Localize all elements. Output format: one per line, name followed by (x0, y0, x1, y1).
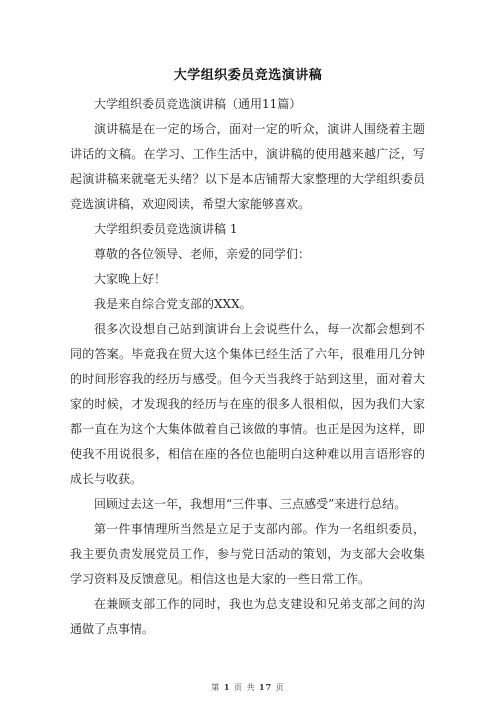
paragraph-body: 很多次设想自己站到演讲台上会说些什么，每一次都会想到不同的答案。毕竟我在贸大这个集体已经生活了六年，很难用几分钟的时间形容我的经历与感受。但今天当我终于站到这里，面对着大家的时候，才发现我的经历与在座的很多人很相似，因为我们大家都一直在为这个大集体做着自己该做的事情。也正是因为这样，即使我不用说很多，相信在座的各位也能明白这种难以用言语形容的成长与收获。 (70, 322, 425, 486)
page-footer (0, 682, 496, 693)
paragraph-self-intro: 我是来自综合党支部的XXX。 (94, 297, 252, 311)
footer-total-pages: 17 (259, 682, 273, 692)
footer-middle: 页 共 (233, 683, 256, 692)
document-body (70, 92, 425, 642)
footer-prefix: 第 (211, 683, 221, 692)
paragraph-intro: 演讲稿是在一定的场合，面对一定的听众，演讲人围绕着主题讲话的文稿。在学习、工作生活中，演讲稿的使用越来越广泛，写起演讲稿来就毫无头绪？以下是本店铺帮大家整理的大学组织委员竞选演讲稿，欢迎阅读，希望大家能够喜欢。 (70, 122, 425, 211)
document-title: 大学组织委员竞选演讲稿 (173, 68, 323, 83)
footer-suffix: 页 (275, 683, 285, 692)
paragraph-subtitle: 大学组织委员竞选演讲稿（通用11篇） (94, 97, 302, 111)
paragraph-review: 回顾过去这一年，我想用“三件事、三点感受”来进行总结。 (94, 497, 407, 511)
paragraph-branch-work: 在兼顾支部工作的同时，我也为总支建设和兄弟支部之间的沟通做了点事情。 (70, 597, 425, 636)
footer-current-page: 1 (223, 682, 231, 692)
paragraph-section-heading: 大学组织委员竞选演讲稿 1 (94, 222, 238, 236)
paragraph-greeting: 大家晚上好！ (94, 272, 167, 286)
paragraph-first-thing: 第一件事情理所当然是立足于支部内部。作为一名组织委员，我主要负责发展党员工作，参与党日活动的策划，为支部大会收集学习资料及反馈意见。相信这也是大家的一些日常工作。 (70, 522, 425, 586)
paragraph-salutation: 尊敬的各位领导、老师，亲爱的同学们： (94, 247, 311, 261)
